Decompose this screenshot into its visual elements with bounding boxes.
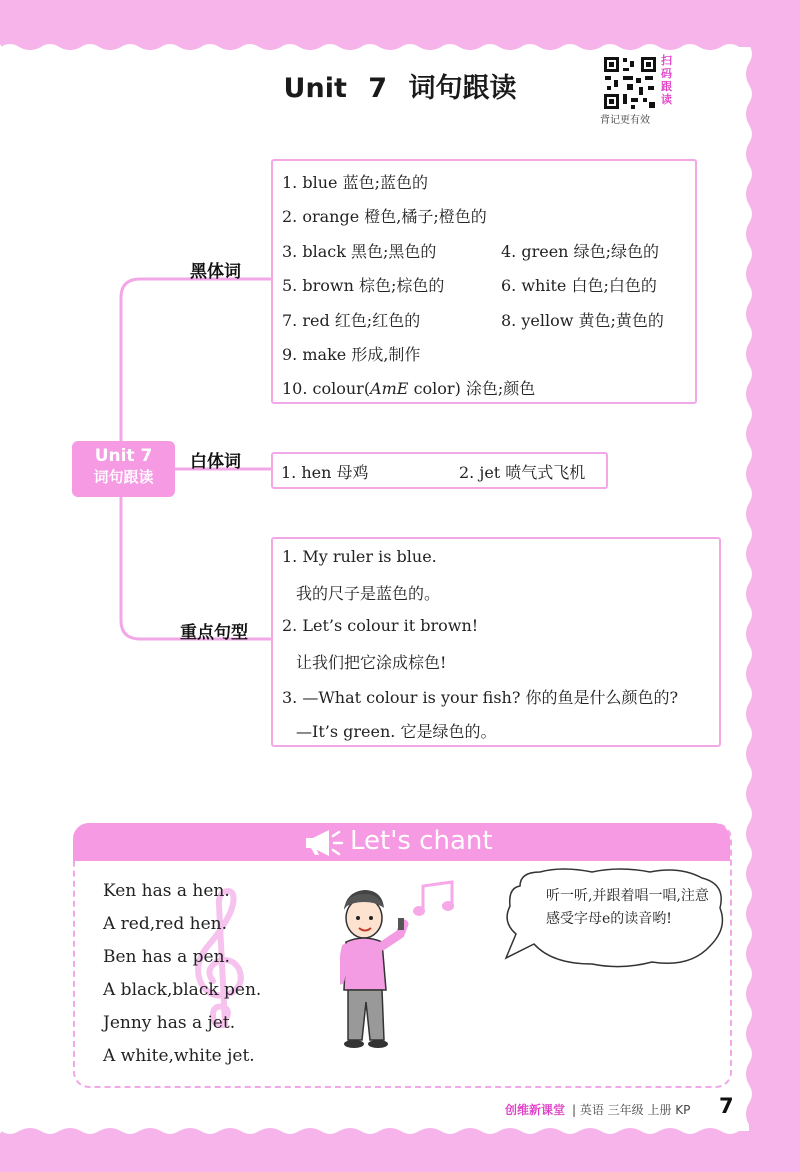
chant-title: Let's chant [350,826,493,856]
chant-line: A white,white jet. [103,1046,255,1066]
sentence-item: 3. —What colour is your fish? 你的鱼是什么颜色的? [282,688,679,707]
sentence-translation: 让我们把它涂成棕色! [296,653,447,672]
page-title: Unit 7 词句跟读 [283,73,517,104]
chant-line: A red,red hen. [103,914,227,934]
plain-words-box [271,452,608,489]
word-item: 5. brown 棕色;棕色的 [282,276,445,295]
word-colour-head: 10. colour( [282,379,371,398]
chant-line: Ken has a hen. [103,881,230,901]
sentence-item: 2. Let’s colour it brown! [282,616,479,635]
chant-line: Jenny has a jet. [103,1013,236,1033]
word-item: 6. white 白色;白色的 [501,276,657,295]
word-item: 4. green 绿色;绿色的 [501,242,659,261]
chant-line: Ben has a pen. [103,947,230,967]
sentences-box [271,537,721,747]
word-item: 8. yellow 黄色;黄色的 [501,311,664,330]
word-item: 7. red 红色;红色的 [282,311,421,330]
bold-words-box [271,159,697,404]
qr-caption: 背记更有效 [600,115,650,126]
word-item-colour [282,376,535,399]
boy-illustration [340,880,465,1055]
root-title: Unit 7 [94,446,153,466]
chant-line: A black,black pen. [103,980,262,1000]
word-item: 2. jet 喷气式飞机 [459,463,586,482]
footer-brand: 创维新课堂 [505,1103,566,1117]
word-item: 3. black 黑色;黑色的 [282,242,437,261]
page-number: 7 [719,1094,734,1118]
footer-book-info: | 英语 三年级 上册 KP [572,1103,691,1117]
branch-label-sentences: 重点句型 [180,623,248,643]
sentence-item: —It’s green. 它是绿色的。 [296,722,497,741]
root-subtitle: 词句跟读 [93,468,154,486]
sentence-translation: 我的尺子是蓝色的。 [296,584,441,603]
mindmap-root [72,441,175,497]
branch-label-bold-words: 黑体词 [190,262,241,282]
word-colour-ame: AmE [370,379,409,398]
word-colour-tail: color) 涂色;颜色 [408,379,536,398]
word-item: 2. orange 橙色,橘子;橙色的 [282,207,487,226]
speech-bubble-text: 听一听,并跟着唱一唱,注意感受字母e的读音哟! [546,888,709,927]
sentence-item: 1. My ruler is blue. [282,547,437,566]
word-item: 1. blue 蓝色;蓝色的 [282,173,428,192]
megaphone-icon [303,826,345,858]
word-item: 1. hen 母鸡 [281,463,369,482]
branch-label-plain-words: 白体词 [190,452,241,472]
word-item: 9. make 形成,制作 [282,345,421,364]
qr-label: 扫码跟读 [661,54,672,106]
